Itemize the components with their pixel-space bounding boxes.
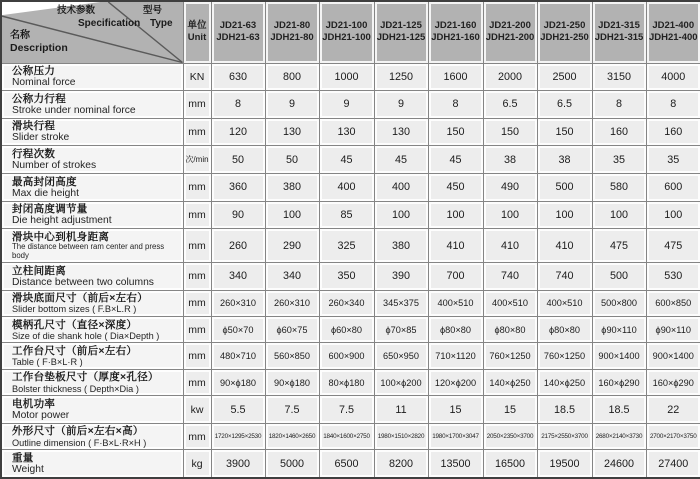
- spec-name-zh: 滑块中心到机身距离: [12, 231, 110, 244]
- value-cell-motor-power-jd21-400: 22: [646, 396, 700, 424]
- value-cell-bolster-thickness-jd21-160: 120×ϕ200: [428, 369, 483, 395]
- value-cell-bolster-thickness-jd21-100: 80×ϕ180: [319, 369, 374, 395]
- value-cell-die-shank-hole-size-jd21-315: ϕ90×110: [592, 317, 646, 343]
- value-cell-outline-dimension-jd21-315: 2680×2140×3730: [592, 423, 646, 449]
- model-name-line2: JDH21-250: [540, 32, 589, 44]
- value-cell-outline-dimension-jd21-100: 1840×1600×2750: [319, 423, 374, 449]
- model-name-line1: JD21-250: [543, 19, 586, 31]
- value-cell-slider-stroke-jd21-63: 120: [211, 118, 265, 146]
- value-cell-number-of-strokes-jd21-250: 38: [537, 146, 592, 174]
- value-cell-weight-jd21-315: 24600: [592, 450, 646, 478]
- spec-row-ram-center-to-body-distance: [1, 229, 700, 263]
- model-name-line2: JDH21-315: [594, 32, 644, 44]
- value-cell-nominal-force-jd21-250: 2500: [537, 63, 592, 91]
- unit-cell: kg: [183, 450, 211, 478]
- spec-name-en: Table ( F·B×L·R ): [12, 357, 83, 368]
- value-cell-die-height-adjustment-jd21-250: 100: [537, 201, 592, 229]
- value-cell-distance-between-columns-jd21-125: 390: [374, 263, 428, 291]
- value-cell-table-size-jd21-160: 710×1120: [428, 343, 483, 369]
- value-cell-bolster-thickness-jd21-250: 140×ϕ250: [537, 369, 592, 395]
- header-type-label-zh: 型号: [143, 5, 163, 16]
- value-cell-number-of-strokes-jd21-125: 45: [374, 146, 428, 174]
- value-cell-die-shank-hole-size-jd21-125: ϕ70×85: [374, 317, 428, 343]
- value-cell-die-height-adjustment-jd21-63: 90: [211, 201, 265, 229]
- spec-name-en: Number of strokes: [12, 160, 97, 172]
- value-cell-max-die-height-jd21-100: 400: [319, 174, 374, 202]
- spec-name-en: Slider bottom sizes ( F.B×L.R ): [12, 304, 137, 315]
- value-cell-motor-power-jd21-200: 15: [483, 396, 537, 424]
- value-cell-die-shank-hole-size-jd21-250: ϕ80×80: [537, 317, 592, 343]
- spec-description-number-of-strokes: [1, 146, 183, 174]
- header-model-jd21-63: [211, 1, 265, 63]
- value-cell-die-shank-hole-size-jd21-400: ϕ90×110: [646, 317, 700, 343]
- spec-description-die-height-adjustment: [1, 201, 183, 229]
- value-cell-motor-power-jd21-250: 18.5: [537, 396, 592, 424]
- unit-cell: mm: [183, 263, 211, 291]
- header-diagonal-cell: [1, 1, 183, 63]
- header-type-label-en: Type: [150, 18, 173, 29]
- header-model-jd21-160: [428, 1, 483, 63]
- value-cell-number-of-strokes-jd21-400: 35: [646, 146, 700, 174]
- value-cell-weight-jd21-160: 13500: [428, 450, 483, 478]
- unit-cell: mm: [183, 201, 211, 229]
- value-cell-max-die-height-jd21-80: 380: [265, 174, 319, 202]
- value-cell-weight-jd21-100: 6500: [319, 450, 374, 478]
- value-cell-slider-stroke-jd21-315: 160: [592, 118, 646, 146]
- spec-row-die-height-adjustment: [1, 201, 700, 229]
- value-cell-max-die-height-jd21-125: 400: [374, 174, 428, 202]
- spec-name-zh: 最高封闭高度: [12, 175, 77, 188]
- value-cell-die-shank-hole-size-jd21-200: ϕ80×80: [483, 317, 537, 343]
- spec-name-zh: 滑块底面尺寸（前后×左右）: [12, 292, 149, 305]
- model-name-line1: JD21-160: [434, 19, 477, 31]
- value-cell-nominal-force-jd21-125: 1250: [374, 63, 428, 91]
- spec-row-slider-stroke: [1, 118, 700, 146]
- value-cell-motor-power-jd21-63: 5.5: [211, 396, 265, 424]
- model-name-line1: JD21-315: [598, 19, 640, 31]
- header-unit-zh: 单位: [187, 19, 207, 31]
- model-name-line2: JDH21-400: [648, 32, 698, 44]
- value-cell-outline-dimension-jd21-200: 2050×2350×3700: [483, 423, 537, 449]
- spec-name-en: Outline dimension ( F·B×L·R×H ): [12, 437, 147, 448]
- value-cell-slider-bottom-sizes-jd21-250: 400×510: [537, 290, 592, 316]
- value-cell-die-shank-hole-size-jd21-160: ϕ80×80: [428, 317, 483, 343]
- header-model-jd21-315: [592, 1, 646, 63]
- spec-row-distance-between-columns: [1, 263, 700, 291]
- spec-row-nominal-force: [1, 63, 700, 91]
- value-cell-nominal-force-jd21-400: 4000: [646, 63, 700, 91]
- spec-name-zh: 立柱间距离: [12, 264, 66, 277]
- value-cell-max-die-height-jd21-160: 450: [428, 174, 483, 202]
- value-cell-ram-center-to-body-distance-jd21-100: 325: [319, 229, 374, 263]
- unit-cell: kw: [183, 396, 211, 424]
- value-cell-table-size-jd21-125: 650×950: [374, 343, 428, 369]
- value-cell-die-height-adjustment-jd21-200: 100: [483, 201, 537, 229]
- value-cell-slider-stroke-jd21-100: 130: [319, 118, 374, 146]
- model-name-line2: JDH21-160: [431, 32, 480, 44]
- value-cell-slider-bottom-sizes-jd21-200: 400×510: [483, 290, 537, 316]
- header-model-jd21-400: [646, 1, 700, 63]
- unit-cell: mm: [183, 317, 211, 343]
- value-cell-stroke-under-nominal-force-jd21-315: 8: [592, 91, 646, 119]
- spec-description-outline-dimension: [1, 423, 183, 449]
- value-cell-motor-power-jd21-80: 7.5: [265, 396, 319, 424]
- spec-description-distance-between-columns: [1, 263, 183, 291]
- value-cell-table-size-jd21-80: 560×850: [265, 343, 319, 369]
- model-name-line2: JDH21-200: [485, 32, 535, 44]
- spec-name-en: Weight: [12, 463, 44, 475]
- value-cell-stroke-under-nominal-force-jd21-125: 9: [374, 91, 428, 119]
- value-cell-ram-center-to-body-distance-jd21-125: 380: [374, 229, 428, 263]
- value-cell-ram-center-to-body-distance-jd21-63: 260: [211, 229, 265, 263]
- value-cell-number-of-strokes-jd21-315: 35: [592, 146, 646, 174]
- value-cell-table-size-jd21-250: 760×1250: [537, 343, 592, 369]
- value-cell-stroke-under-nominal-force-jd21-100: 9: [319, 91, 374, 119]
- spec-row-weight: [1, 450, 700, 478]
- header-unit-en: Unit: [187, 32, 207, 44]
- value-cell-number-of-strokes-jd21-100: 45: [319, 146, 374, 174]
- value-cell-table-size-jd21-200: 760×1250: [483, 343, 537, 369]
- value-cell-table-size-jd21-63: 480×710: [211, 343, 265, 369]
- spec-name-zh: 行程次数: [12, 148, 56, 161]
- value-cell-slider-bottom-sizes-jd21-160: 400×510: [428, 290, 483, 316]
- header-spec-label-zh: 技术参数: [57, 5, 96, 16]
- header-model-jd21-125: [374, 1, 428, 63]
- value-cell-number-of-strokes-jd21-63: 50: [211, 146, 265, 174]
- value-cell-ram-center-to-body-distance-jd21-250: 410: [537, 229, 592, 263]
- value-cell-max-die-height-jd21-200: 490: [483, 174, 537, 202]
- value-cell-nominal-force-jd21-200: 2000: [483, 63, 537, 91]
- value-cell-table-size-jd21-100: 600×900: [319, 343, 374, 369]
- value-cell-stroke-under-nominal-force-jd21-250: 6.5: [537, 91, 592, 119]
- value-cell-weight-jd21-250: 19500: [537, 450, 592, 478]
- model-name-line2: JDH21-125: [376, 32, 426, 44]
- value-cell-distance-between-columns-jd21-160: 700: [428, 263, 483, 291]
- spec-row-die-shank-hole-size: [1, 317, 700, 343]
- value-cell-nominal-force-jd21-315: 3150: [592, 63, 646, 91]
- value-cell-ram-center-to-body-distance-jd21-80: 290: [265, 229, 319, 263]
- spec-name-en: Distance between two columns: [12, 276, 154, 288]
- value-cell-ram-center-to-body-distance-jd21-200: 410: [483, 229, 537, 263]
- header-model-jd21-100: [319, 1, 374, 63]
- model-name-line2: JDH21-63: [216, 32, 260, 44]
- value-cell-distance-between-columns-jd21-400: 530: [646, 263, 700, 291]
- spec-name-en: Stroke under nominal force: [12, 104, 136, 116]
- spec-name-zh: 模柄孔尺寸（直径×深度）: [12, 318, 138, 331]
- value-cell-outline-dimension-jd21-400: 2700×2170×3750: [646, 423, 700, 449]
- value-cell-bolster-thickness-jd21-63: 90×ϕ180: [211, 369, 265, 395]
- model-name-line1: JD21-400: [652, 19, 695, 31]
- spec-name-zh: 工作台垫板尺寸（厚度×孔径）: [12, 371, 159, 384]
- spec-name-en: Motor power: [12, 409, 70, 421]
- header-unit-cell: [183, 1, 211, 63]
- value-cell-max-die-height-jd21-250: 500: [537, 174, 592, 202]
- spec-name-en: Nominal force: [12, 77, 76, 89]
- spec-row-stroke-under-nominal-force: [1, 91, 700, 119]
- header-model-jd21-80: [265, 1, 319, 63]
- spec-name-zh: 外形尺寸（前后×左右×高）: [12, 425, 144, 438]
- value-cell-outline-dimension-jd21-80: 1820×1460×2650: [265, 423, 319, 449]
- unit-cell: mm: [183, 229, 211, 263]
- value-cell-bolster-thickness-jd21-80: 90×ϕ180: [265, 369, 319, 395]
- spec-name-zh: 公称力行程: [12, 92, 66, 105]
- value-cell-distance-between-columns-jd21-200: 740: [483, 263, 537, 291]
- value-cell-slider-stroke-jd21-200: 150: [483, 118, 537, 146]
- value-cell-max-die-height-jd21-400: 600: [646, 174, 700, 202]
- model-name-line2: JDH21-100: [322, 32, 371, 44]
- model-name-line1: JD21-80: [273, 19, 311, 31]
- spec-name-en: Max die height: [12, 187, 79, 199]
- value-cell-die-height-adjustment-jd21-400: 100: [646, 201, 700, 229]
- value-cell-number-of-strokes-jd21-200: 38: [483, 146, 537, 174]
- spec-description-bolster-thickness: [1, 369, 183, 395]
- model-name-line1: JD21-200: [489, 19, 531, 31]
- spec-row-max-die-height: [1, 174, 700, 202]
- unit-cell: mm: [183, 423, 211, 449]
- value-cell-bolster-thickness-jd21-200: 140×ϕ250: [483, 369, 537, 395]
- value-cell-max-die-height-jd21-315: 580: [592, 174, 646, 202]
- spec-name-en: The distance between ram center and press body: [12, 242, 165, 260]
- spec-name-en: Size of die shank hole ( Dia×Depth ): [12, 330, 160, 341]
- value-cell-table-size-jd21-400: 900×1400: [646, 343, 700, 369]
- value-cell-motor-power-jd21-125: 11: [374, 396, 428, 424]
- value-cell-motor-power-jd21-100: 7.5: [319, 396, 374, 424]
- value-cell-distance-between-columns-jd21-63: 340: [211, 263, 265, 291]
- spec-description-ram-center-to-body-distance: [1, 229, 183, 263]
- value-cell-slider-bottom-sizes-jd21-315: 500×800: [592, 290, 646, 316]
- spec-row-motor-power: [1, 396, 700, 424]
- value-cell-motor-power-jd21-160: 15: [428, 396, 483, 424]
- value-cell-slider-bottom-sizes-jd21-63: 260×310: [211, 290, 265, 316]
- value-cell-distance-between-columns-jd21-80: 340: [265, 263, 319, 291]
- value-cell-weight-jd21-125: 8200: [374, 450, 428, 478]
- spec-row-number-of-strokes: [1, 146, 700, 174]
- value-cell-nominal-force-jd21-100: 1000: [319, 63, 374, 91]
- unit-cell: mm: [183, 174, 211, 202]
- value-cell-bolster-thickness-jd21-315: 160×ϕ290: [592, 369, 646, 395]
- spec-description-nominal-force: [1, 63, 183, 91]
- value-cell-stroke-under-nominal-force-jd21-80: 9: [265, 91, 319, 119]
- value-cell-slider-stroke-jd21-250: 150: [537, 118, 592, 146]
- value-cell-outline-dimension-jd21-125: 1980×1510×2820: [374, 423, 428, 449]
- spec-name-zh: 工作台尺寸（前后×左右）: [12, 345, 138, 358]
- header-spec-label-en: Specification: [78, 18, 141, 29]
- spec-row-bolster-thickness: [1, 369, 700, 395]
- value-cell-outline-dimension-jd21-160: 1980×1700×3047: [428, 423, 483, 449]
- header-model-jd21-200: [483, 1, 537, 63]
- value-cell-weight-jd21-63: 3900: [211, 450, 265, 478]
- value-cell-die-height-adjustment-jd21-160: 100: [428, 201, 483, 229]
- value-cell-distance-between-columns-jd21-100: 350: [319, 263, 374, 291]
- value-cell-weight-jd21-200: 16500: [483, 450, 537, 478]
- value-cell-ram-center-to-body-distance-jd21-400: 475: [646, 229, 700, 263]
- value-cell-bolster-thickness-jd21-400: 160×ϕ290: [646, 369, 700, 395]
- value-cell-max-die-height-jd21-63: 360: [211, 174, 265, 202]
- header-name-label-zh: 名称: [10, 30, 30, 41]
- value-cell-distance-between-columns-jd21-250: 740: [537, 263, 592, 291]
- unit-cell: mm: [183, 118, 211, 146]
- spec-description-table-size: [1, 343, 183, 369]
- header-name-label-en: Description: [10, 42, 68, 54]
- value-cell-slider-bottom-sizes-jd21-100: 260×340: [319, 290, 374, 316]
- value-cell-number-of-strokes-jd21-80: 50: [265, 146, 319, 174]
- value-cell-stroke-under-nominal-force-jd21-63: 8: [211, 91, 265, 119]
- value-cell-die-height-adjustment-jd21-315: 100: [592, 201, 646, 229]
- spec-description-max-die-height: [1, 174, 183, 202]
- spec-name-en: Die height adjustment: [12, 215, 112, 227]
- value-cell-slider-stroke-jd21-160: 150: [428, 118, 483, 146]
- value-cell-die-height-adjustment-jd21-100: 85: [319, 201, 374, 229]
- value-cell-slider-bottom-sizes-jd21-125: 345×375: [374, 290, 428, 316]
- value-cell-nominal-force-jd21-63: 630: [211, 63, 265, 91]
- spec-name-en: Slider stroke: [12, 132, 70, 144]
- value-cell-stroke-under-nominal-force-jd21-160: 8: [428, 91, 483, 119]
- unit-cell: KN: [183, 63, 211, 91]
- spec-description-stroke-under-nominal-force: [1, 91, 183, 119]
- spec-name-en: Bolster thickness ( Depth×Dia ): [12, 383, 139, 394]
- value-cell-die-height-adjustment-jd21-125: 100: [374, 201, 428, 229]
- spec-name-zh: 滑块行程: [12, 120, 56, 133]
- value-cell-slider-stroke-jd21-125: 130: [374, 118, 428, 146]
- unit-cell: mm: [183, 369, 211, 395]
- spec-description-slider-stroke: [1, 118, 183, 146]
- spec-name-zh: 公称压力: [12, 65, 56, 78]
- model-name-line1: JD21-63: [219, 19, 257, 31]
- unit-cell: mm: [183, 290, 211, 316]
- spec-name-zh: 重量: [12, 451, 34, 464]
- spec-row-outline-dimension: [1, 423, 700, 449]
- value-cell-ram-center-to-body-distance-jd21-160: 410: [428, 229, 483, 263]
- value-cell-bolster-thickness-jd21-125: 100×ϕ200: [374, 369, 428, 395]
- value-cell-weight-jd21-80: 5000: [265, 450, 319, 478]
- value-cell-die-shank-hole-size-jd21-63: ϕ50×70: [211, 317, 265, 343]
- value-cell-nominal-force-jd21-160: 1600: [428, 63, 483, 91]
- value-cell-stroke-under-nominal-force-jd21-400: 8: [646, 91, 700, 119]
- spec-description-weight: [1, 450, 183, 478]
- value-cell-die-shank-hole-size-jd21-100: ϕ60×80: [319, 317, 374, 343]
- value-cell-number-of-strokes-jd21-160: 45: [428, 146, 483, 174]
- unit-cell: mm: [183, 343, 211, 369]
- value-cell-ram-center-to-body-distance-jd21-315: 475: [592, 229, 646, 263]
- unit-cell: mm: [183, 91, 211, 119]
- header-row: [1, 1, 700, 63]
- value-cell-stroke-under-nominal-force-jd21-200: 6.5: [483, 91, 537, 119]
- value-cell-slider-bottom-sizes-jd21-400: 600×850: [646, 290, 700, 316]
- spec-name-zh: 电机功率: [12, 397, 56, 410]
- value-cell-weight-jd21-400: 27400: [646, 450, 700, 478]
- value-cell-outline-dimension-jd21-63: 1720×1295×2530: [211, 423, 265, 449]
- value-cell-nominal-force-jd21-80: 800: [265, 63, 319, 91]
- value-cell-die-shank-hole-size-jd21-80: ϕ60×75: [265, 317, 319, 343]
- model-name-line1: JD21-100: [325, 19, 368, 31]
- value-cell-distance-between-columns-jd21-315: 500: [592, 263, 646, 291]
- value-cell-slider-stroke-jd21-80: 130: [265, 118, 319, 146]
- value-cell-slider-bottom-sizes-jd21-80: 260×310: [265, 290, 319, 316]
- header-model-jd21-250: [537, 1, 592, 63]
- value-cell-slider-stroke-jd21-400: 160: [646, 118, 700, 146]
- spec-name-zh: 封闭高度调节量: [12, 203, 88, 216]
- spec-description-motor-power: [1, 396, 183, 424]
- unit-cell: 次/min: [183, 146, 211, 174]
- value-cell-table-size-jd21-315: 900×1400: [592, 343, 646, 369]
- value-cell-die-height-adjustment-jd21-80: 100: [265, 201, 319, 229]
- model-name-line1: JD21-125: [380, 19, 422, 31]
- value-cell-motor-power-jd21-315: 18.5: [592, 396, 646, 424]
- spec-description-die-shank-hole-size: [1, 317, 183, 343]
- value-cell-outline-dimension-jd21-250: 2175×2550×3700: [537, 423, 592, 449]
- model-name-line2: JDH21-80: [270, 32, 314, 44]
- spec-row-table-size: [1, 343, 700, 369]
- spec-description-slider-bottom-sizes: [1, 290, 183, 316]
- spec-row-slider-bottom-sizes: [1, 290, 700, 316]
